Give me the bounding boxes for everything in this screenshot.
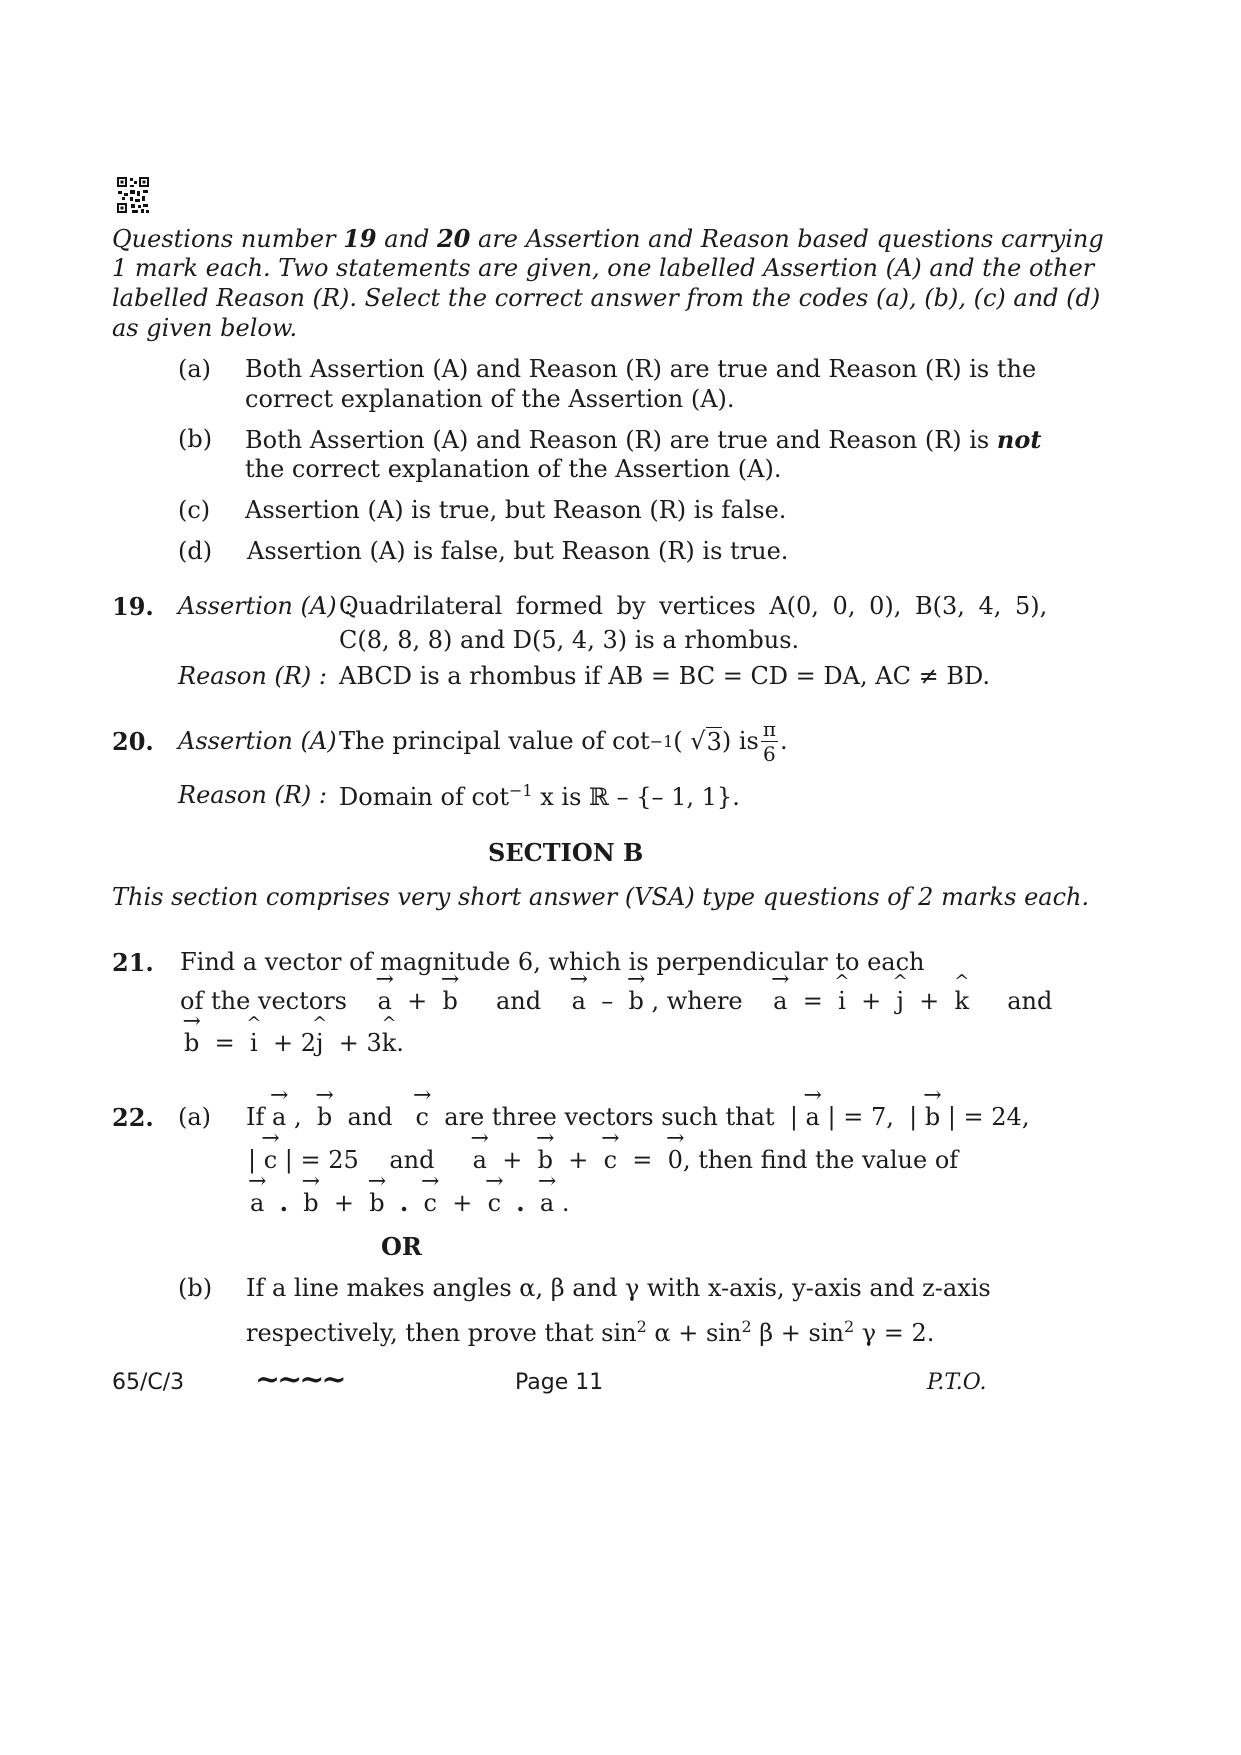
question-text <box>246 1317 934 1347</box>
qr-code-icon <box>116 176 150 220</box>
question-text-part: and <box>389 1146 435 1174</box>
vector-b: → b <box>628 987 643 1015</box>
question-number-19: 19. <box>112 592 154 621</box>
superscript: −1 <box>509 781 533 800</box>
question-ref-19: 19 <box>343 224 377 253</box>
vector-b: → b <box>317 1103 332 1131</box>
radicand: 3 <box>706 727 722 756</box>
coefficient: 2 <box>300 1029 316 1057</box>
question-text: If → a , → b and → c are three vectors such that | → a | = 7, | → b | = 24, <box>246 1103 1029 1131</box>
reason-label: Reason (R) : <box>178 662 327 690</box>
question-text-part: are three vectors such that <box>444 1103 775 1131</box>
vector-a: → a <box>773 987 787 1015</box>
question-text-part: and <box>495 987 542 1015</box>
assertion-label: Assertion (A) : <box>178 592 353 620</box>
vector-c: → c <box>423 1189 436 1217</box>
unit-vector-j: ^ j <box>896 987 903 1015</box>
reason-text-part: x is ℝ – {– 1, 1}. <box>532 783 740 811</box>
reason-text <box>339 781 740 811</box>
reason-label: Reason (R) : <box>178 781 327 809</box>
instructions-line-1 <box>112 224 1104 253</box>
vector-b: → b <box>442 987 457 1015</box>
fraction-denominator: 6 <box>763 741 776 766</box>
vector-b: → b <box>303 1189 318 1217</box>
assertion-text: Quadrilateral formed by vertices A(0, 0, 0), B(3, 4, 5), <box>339 592 1048 620</box>
vector-b: → b <box>925 1103 940 1131</box>
unit-vector-k: ^ k <box>955 987 970 1015</box>
vector-b: → b <box>184 1029 199 1057</box>
vector-a: → a <box>473 1146 487 1174</box>
please-turn-over: P.T.O. <box>927 1370 987 1395</box>
reason-text: ABCD is a rhombus if AB = BC = CD = DA, AC ≠ BD. <box>339 662 990 690</box>
assertion-label: Assertion (A) : <box>178 727 353 755</box>
vector-a: → a <box>250 1189 264 1217</box>
question-number-21: 21. <box>112 948 154 977</box>
question-text-part: and <box>1007 987 1053 1015</box>
operator: + <box>861 987 882 1015</box>
operator: + <box>568 1146 589 1174</box>
vector-c: → c <box>488 1189 501 1217</box>
assertion-text-part: ( √ <box>673 727 706 755</box>
vector-a: → a <box>540 1189 554 1217</box>
wave-decoration: ~~~~ <box>255 1362 344 1397</box>
question-text-part: , then find the value of <box>682 1146 959 1174</box>
page-number: Page 11 <box>515 1370 604 1395</box>
operator: + <box>338 1029 359 1057</box>
instructions-text: and <box>376 225 437 253</box>
instructions-line-2: 1 mark each. Two statements are given, one labelled Assertion (A) and the other <box>112 254 1095 282</box>
dot-operator: . <box>516 1188 525 1217</box>
paper-code: 65/C/3 <box>112 1370 185 1395</box>
fraction-numerator: π <box>762 716 776 741</box>
question-text-part: respectively, then prove that sin <box>246 1319 637 1347</box>
unit-vector-k: ^ k <box>382 1029 397 1057</box>
assertion-text: C(8, 8, 8) and D(5, 4, 3) is a rhombus. <box>339 626 800 654</box>
option-c-label: (c) <box>178 496 211 524</box>
assertion-text-part: The principal value of cot <box>339 727 650 755</box>
section-description: This section comprises very short answer (VSA) type questions of 2 marks each. <box>112 883 1090 911</box>
reason-text-part: Domain of cot <box>339 783 510 811</box>
operator: – <box>601 987 614 1015</box>
assertion-text-part: ) is <box>721 727 759 755</box>
option-d-label: (d) <box>178 537 213 565</box>
question-text <box>184 1029 404 1057</box>
operator: + <box>407 987 428 1015</box>
question-text: | → c | = 25 and → a + → b + → c = → 0, then find the value of <box>248 1146 958 1174</box>
question-text-part: , where <box>651 987 743 1015</box>
question-number-20: 20. <box>112 727 154 756</box>
question-text-part: and <box>347 1103 393 1131</box>
question-text-part: If <box>246 1103 265 1131</box>
unit-vector-j: ^ j <box>316 1029 323 1057</box>
punctuation: , <box>293 1103 302 1131</box>
option-a-label: (a) <box>178 355 212 383</box>
question-text-part: α + sin <box>646 1319 742 1347</box>
vector-c: → c <box>604 1146 617 1174</box>
zero-vector: → 0 <box>668 1146 683 1174</box>
vector-b: → b <box>538 1146 553 1174</box>
option-b-label: (b) <box>178 1274 213 1302</box>
or-separator: OR <box>381 1232 422 1261</box>
vector-c: → c <box>416 1103 429 1131</box>
option-b-text-main: Both Assertion (A) and Reason (R) are true and Reason (R) is <box>245 426 997 454</box>
magnitude-value: = 24, <box>963 1103 1030 1131</box>
operator: = <box>802 987 823 1015</box>
operator: = <box>214 1029 235 1057</box>
vector-a: → a <box>272 1103 286 1131</box>
superscript: −1 <box>649 731 674 751</box>
question-text <box>250 1188 570 1217</box>
assertion-text <box>339 716 788 766</box>
magnitude-value: = 25 <box>300 1146 359 1174</box>
option-a-text: correct explanation of the Assertion (A). <box>245 385 735 413</box>
coefficient: 3 <box>366 1029 382 1057</box>
unit-vector-i: ^ i <box>250 1029 258 1057</box>
question-text <box>180 987 1052 1015</box>
instructions-text: Questions number <box>112 225 344 253</box>
instructions-line-3: labelled Reason (R). Select the correct answer from the codes (a), (b), (c) and (d) <box>112 284 1101 312</box>
option-b-text: the correct explanation of the Assertion (A). <box>245 455 782 483</box>
superscript: 2 <box>741 1317 752 1336</box>
section-title: SECTION B <box>488 838 644 867</box>
question-text-part: β + sin <box>751 1319 844 1347</box>
question-number-22: 22. <box>112 1103 154 1132</box>
option-b-emphasis: not <box>996 425 1042 454</box>
instructions-line-4: as given below. <box>112 314 298 342</box>
operator: + <box>452 1189 473 1217</box>
option-d-text: Assertion (A) is false, but Reason (R) is true. <box>247 537 789 565</box>
question-text-part: of the vectors <box>180 987 347 1015</box>
question-text: If a line makes angles α, β and γ with x-axis, y-axis and z-axis <box>246 1274 991 1302</box>
punctuation: . <box>396 1029 404 1057</box>
dot-operator: . <box>399 1188 409 1217</box>
operator: + <box>919 987 940 1015</box>
superscript: 2 <box>843 1317 855 1336</box>
vector-a: → a <box>378 987 392 1015</box>
question-ref-20: 20 <box>436 224 471 253</box>
assertion-text-part: . <box>780 727 788 755</box>
option-b-label: (b) <box>178 425 213 453</box>
unit-vector-i: ^ i <box>838 987 846 1015</box>
option-b-text <box>245 425 1041 454</box>
superscript: 2 <box>636 1317 647 1336</box>
vector-a: → a <box>806 1103 820 1131</box>
vector-c: → c <box>264 1146 277 1174</box>
operator: + <box>272 1029 294 1057</box>
question-text: Find a vector of magnitude 6, which is perpendicular to each <box>180 948 925 976</box>
vector-a: → a <box>572 987 586 1015</box>
magnitude-value: = 7, <box>843 1103 894 1131</box>
operator: + <box>333 1189 354 1217</box>
instructions-text: are Assertion and Reason based questions carrying <box>470 225 1104 253</box>
option-a-label: (a) <box>178 1103 212 1131</box>
punctuation: . <box>561 1189 570 1217</box>
operator: = <box>632 1146 653 1174</box>
fraction <box>761 716 778 766</box>
option-a-text: Both Assertion (A) and Reason (R) are true and Reason (R) is the <box>245 355 1037 383</box>
question-text-part: γ = 2. <box>854 1319 935 1347</box>
option-c-text: Assertion (A) is true, but Reason (R) is false. <box>245 496 787 524</box>
dot-operator: . <box>279 1188 288 1217</box>
operator: + <box>502 1146 523 1174</box>
vector-b: → b <box>369 1189 384 1217</box>
